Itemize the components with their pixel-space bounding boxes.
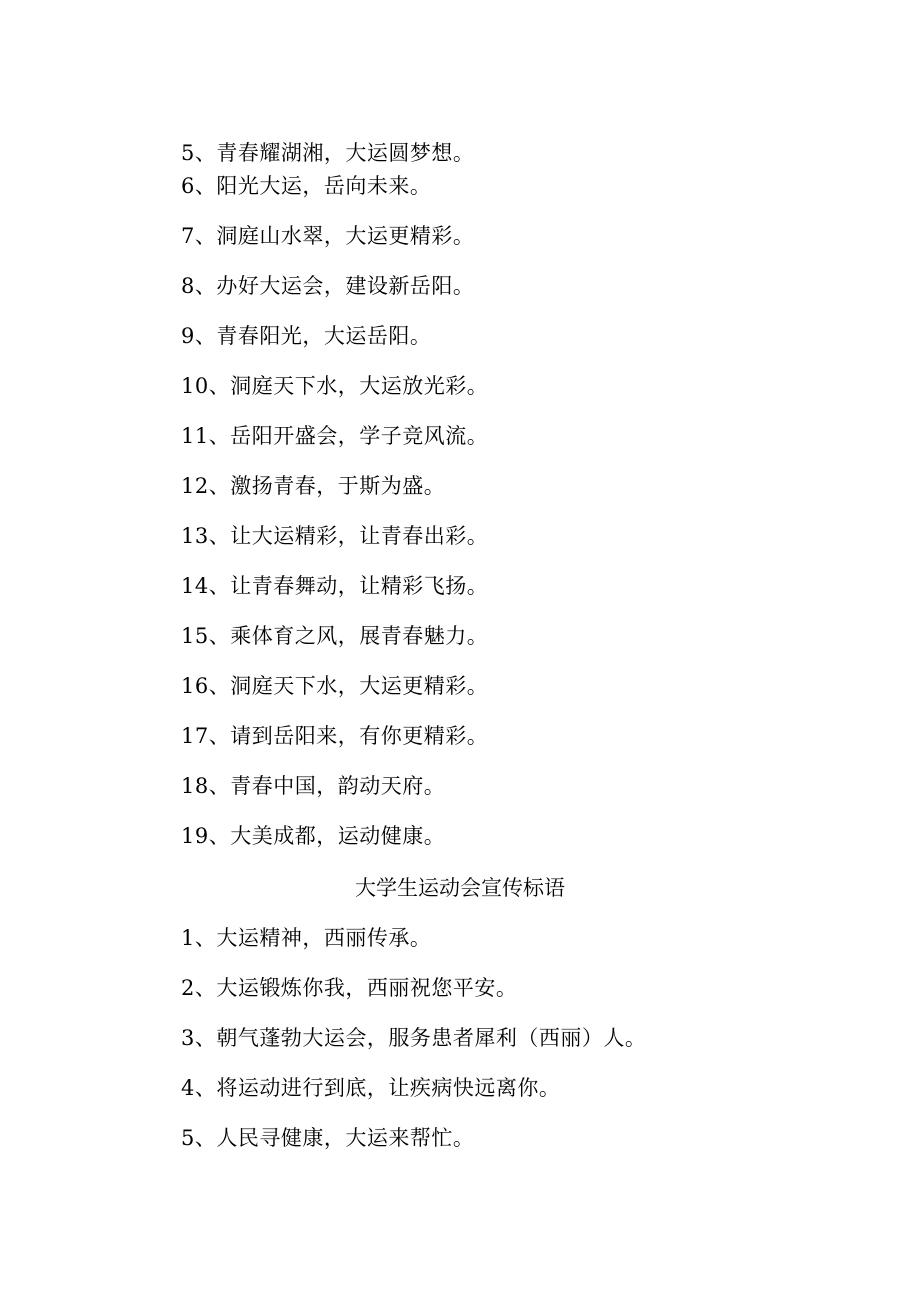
slogan-item: 13、让大运精彩，让青春出彩。 bbox=[181, 524, 489, 548]
section-heading: 大学生运动会宣传标语 bbox=[355, 876, 565, 900]
slogan-item: 15、乘体育之风，展青春魅力。 bbox=[181, 624, 489, 648]
slogan-item: 11、岳阳开盛会，学子竞风流。 bbox=[181, 424, 489, 448]
slogan-item: 17、请到岳阳来，有你更精彩。 bbox=[181, 724, 489, 748]
slogan-item: 9、青春阳光，大运岳阳。 bbox=[181, 324, 432, 348]
slogan-item: 4、将运动进行到底，让疾病快远离你。 bbox=[181, 1076, 561, 1100]
slogan-item: 2、大运锻炼你我，西丽祝您平安。 bbox=[181, 976, 518, 1000]
slogan-item: 5、人民寻健康，大运来帮忙。 bbox=[181, 1126, 475, 1150]
slogan-item: 12、激扬青春，于斯为盛。 bbox=[181, 474, 446, 498]
slogan-item: 3、朝气蓬勃大运会，服务患者犀利（西丽）人。 bbox=[181, 1026, 647, 1050]
slogan-item: 1、大运精神，西丽传承。 bbox=[181, 926, 432, 950]
slogan-item: 16、洞庭天下水，大运更精彩。 bbox=[181, 674, 489, 698]
slogan-item: 7、洞庭山水翠，大运更精彩。 bbox=[181, 224, 475, 248]
slogan-item: 5、青春耀湖湘，大运圆梦想。 bbox=[181, 141, 475, 165]
slogan-item: 14、让青春舞动，让精彩飞扬。 bbox=[181, 574, 489, 598]
slogan-item: 6、阳光大运，岳向未来。 bbox=[181, 174, 432, 198]
slogan-item: 19、大美成都，运动健康。 bbox=[181, 824, 446, 848]
slogan-item: 8、办好大运会，建设新岳阳。 bbox=[181, 274, 475, 298]
slogan-item: 10、洞庭天下水，大运放光彩。 bbox=[181, 374, 489, 398]
slogan-item: 18、青春中国，韵动天府。 bbox=[181, 774, 446, 798]
